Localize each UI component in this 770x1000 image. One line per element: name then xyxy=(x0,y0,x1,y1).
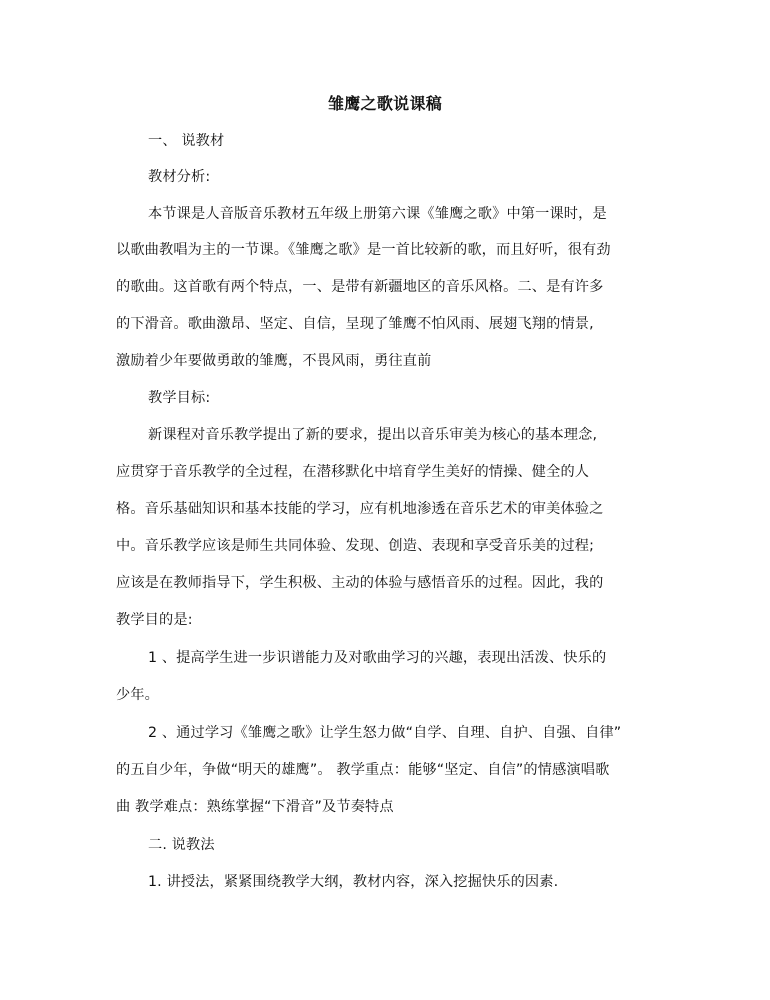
paragraph-line: 的下滑音。歌曲激昂、坚定、自信，呈现了雏鹰不怕风雨、展翅飞翔的情景, xyxy=(116,316,594,332)
paragraph-line: 的五自少年，争做“明天的雄鹰”。 教学重点：能够“坚定、自信”的情感演唱歌 xyxy=(116,762,610,778)
paragraph-line: 本节课是人音版音乐教材五年级上册第六课《雏鹰之歌》中第一课时，是 xyxy=(148,206,607,222)
paragraph-line: 新课程对音乐教学提出了新的要求，提出以音乐审美为核心的基本理念, xyxy=(148,427,598,443)
paragraph-line: 应该是在教师指导下，学生积极、主动的体验与感悟音乐的过程。因此，我的 xyxy=(116,575,604,591)
section-heading: 二. 说教法 xyxy=(148,837,215,853)
list-item: 1. 讲授法，紧紧围绕教学大纲，教材内容，深入挖掘快乐的因素. xyxy=(148,874,559,890)
list-item: 1 、提高学生进一步识谱能力及对歌曲学习的兴趣，表现出活泼、快乐的 xyxy=(148,650,607,666)
document-title: 雏鹰之歌说课稿 xyxy=(327,94,443,113)
paragraph-line: 激励着少年要做勇敢的雏鹰，不畏风雨，勇往直前 xyxy=(116,353,432,369)
subheading: 教材分析: xyxy=(148,169,211,185)
subheading: 教学目标: xyxy=(148,390,211,406)
list-item: 2 、通过学习《雏鹰之歌》让学生怒力做“自学、自理、自护、自强、自律” xyxy=(148,725,622,741)
paragraph-line: 应贯穿于音乐教学的全过程，在潜移默化中培育学生美好的情操、健全的人 xyxy=(116,464,590,480)
paragraph-line: 中。音乐教学应该是师生共同体验、发现、创造、表现和享受音乐美的过程; xyxy=(116,538,595,554)
paragraph-line: 格。音乐基础知识和基本技能的学习，应有机地渗透在音乐艺术的审美体验之 xyxy=(116,501,604,517)
paragraph-line: 曲 教学难点：熟练掌握“下滑音”及节奏特点 xyxy=(116,799,394,815)
paragraph-line: 教学目的是: xyxy=(116,612,193,628)
paragraph-line: 少年。 xyxy=(116,687,160,703)
paragraph-line: 的歌曲。这首歌有两个特点，一、是带有新疆地区的音乐风格。二、是有许多 xyxy=(116,279,604,295)
section-heading: 一、 说教材 xyxy=(148,133,225,149)
paragraph-line: 以歌曲教唱为主的一节课。《雏鹰之歌》是一首比较新的歌，而且好听，很有劲 xyxy=(116,242,611,258)
